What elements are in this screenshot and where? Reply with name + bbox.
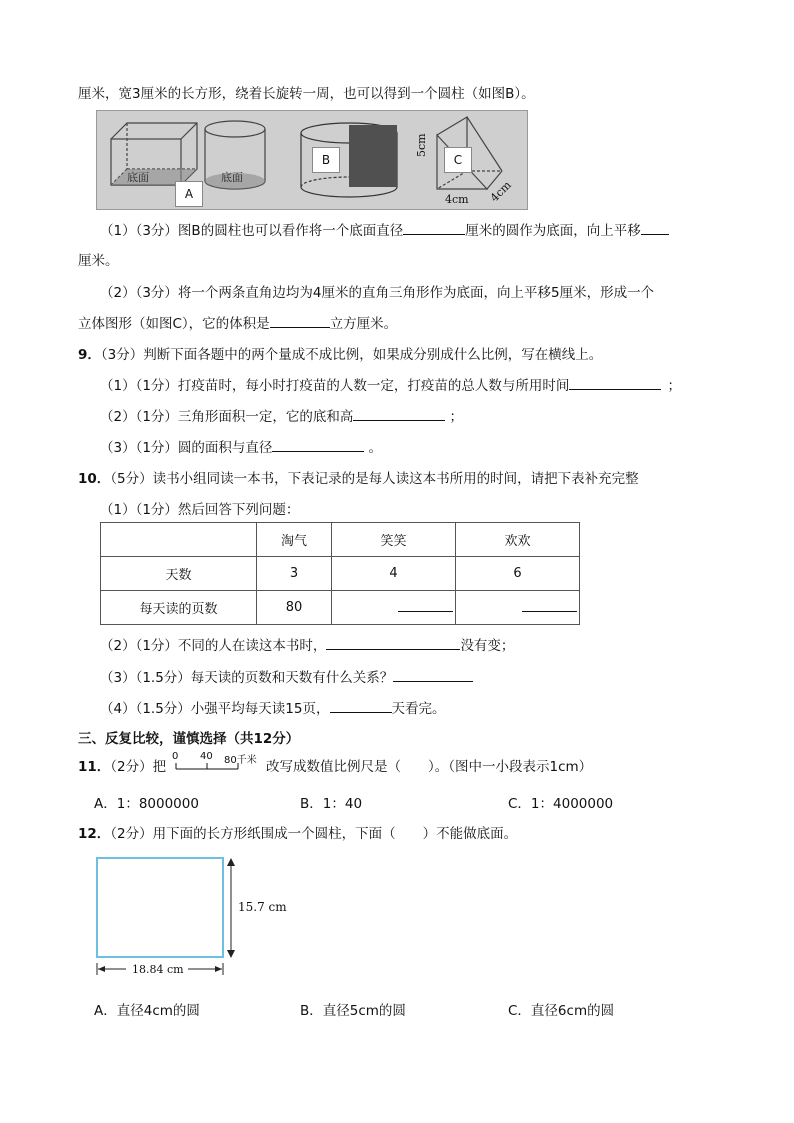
table-row: [101, 557, 580, 591]
q11-option-c[interactable]: C．1：4000000: [508, 796, 614, 812]
dim-5cm: 5cm: [415, 133, 428, 157]
scale-tick-0: 0: [172, 751, 179, 762]
height-dimension-arrow: [224, 858, 238, 958]
table-row-label: 天数: [101, 557, 257, 591]
label-c: C: [444, 147, 472, 173]
scale-tick-40: 40: [200, 751, 213, 762]
height-label: 15.7 cm: [238, 900, 287, 914]
q9-part3: （3）（1分）圆的面积与直径 。: [100, 436, 382, 456]
q11-stem: 11．（2分）把: [78, 759, 167, 775]
scale-tick-80: 80千米: [224, 755, 257, 766]
q12-option-a[interactable]: A．直径4cm的圆: [94, 1003, 200, 1019]
table-row-label: 每天读的页数: [101, 591, 257, 625]
answer-blank[interactable]: [393, 667, 473, 682]
table-header-cell: 笑笑: [332, 523, 456, 557]
q10-part2: （2）（1分）不同的人在读这本书时， 没有变；: [100, 634, 514, 654]
q11-option-b[interactable]: B．1：40: [300, 796, 363, 812]
table-blank-cell[interactable]: [332, 591, 456, 625]
label-a: A: [175, 181, 203, 207]
intro-text: 厘米，宽3厘米的长方形，绕着长旋转一周，也可以得到一个圆柱（如图B）。: [78, 86, 535, 102]
answer-blank[interactable]: [403, 220, 465, 235]
label-b: B: [312, 147, 340, 173]
dim-4cm-side: 4cm: [487, 178, 514, 205]
base-label-cylinder: 底面: [221, 171, 243, 184]
table-header-cell: 淘气: [257, 523, 332, 557]
reading-table: [100, 522, 580, 625]
section-title: 三、反复比较，谨慎选择（共12分）: [78, 731, 300, 747]
answer-blank[interactable]: [522, 599, 577, 612]
answer-blank[interactable]: [569, 375, 661, 390]
q10-part3: （3）（1.5分）每天读的页数和天数有什么关系？: [100, 666, 473, 686]
q10-stem: 10．（5分）读书小组同读一本书，下表记录的是每人读这本书所用的时间，请把下表补充完整: [78, 471, 639, 487]
q9-part1: （1）（1分）打疫苗时，每小时打疫苗的人数一定，打疫苗的总人数与所用时间 ；: [100, 374, 681, 394]
table-header-cell: [101, 523, 257, 557]
q11-stem-rest: 改写成数值比例尺是（ ）。（图中一小段表示1cm）: [266, 759, 593, 775]
table-row: [101, 591, 580, 625]
answer-blank[interactable]: [326, 635, 460, 650]
q12-option-b[interactable]: B．直径5cm的圆: [300, 1003, 406, 1019]
paper-rectangle: [96, 857, 224, 958]
q8-part1: （1）（3分）图B的圆柱也可以看作将一个底面直径 厘米的圆作为底面，向上平移: [100, 219, 669, 239]
answer-blank[interactable]: [641, 220, 669, 235]
dim-4cm-bottom: 4cm: [445, 193, 469, 206]
table-cell: 4: [332, 557, 456, 591]
q9-part2: （2）（1分）三角形面积一定，它的底和高 ；: [100, 405, 463, 425]
q10-part4: （4）（1.5分）小强平均每天读15页， 天看完。: [100, 697, 446, 717]
table-cell: 80: [257, 591, 332, 625]
answer-blank[interactable]: [398, 599, 453, 612]
q12-option-c[interactable]: C．直径6cm的圆: [508, 1003, 615, 1019]
q10-part1: （1）（1分）然后回答下列问题：: [100, 502, 300, 518]
q9-stem: 9．（3分）判断下面各题中的两个量成不成比例，如果成分别成什么比例，写在横线上。: [78, 347, 603, 363]
q8-part1-cont: 厘米。: [78, 253, 119, 269]
q12-stem: 12．（2分）用下面的长方形纸围成一个圆柱，下面（ ）不能做底面。: [78, 826, 518, 842]
q8-part2-cont: 立体图形（如图C），它的体积是 立方厘米。: [78, 312, 397, 332]
scale-bar: [168, 751, 268, 775]
base-label-a: 底面: [127, 171, 149, 184]
table-blank-cell[interactable]: [456, 591, 580, 625]
answer-blank[interactable]: [272, 437, 364, 452]
figure-solids: [96, 110, 528, 210]
table-header-cell: 欢欢: [456, 523, 580, 557]
width-label: 18.84 cm: [132, 963, 184, 976]
table-header-row: [101, 523, 580, 557]
answer-blank[interactable]: [270, 313, 330, 328]
table-cell: 3: [257, 557, 332, 591]
q11-option-a[interactable]: A．1：8000000: [94, 796, 199, 812]
table-cell: 6: [456, 557, 580, 591]
answer-blank[interactable]: [330, 698, 392, 713]
answer-blank[interactable]: [353, 406, 445, 421]
q8-part2: （2）（3分）将一个两条直角边均为4厘米的直角三角形作为底面，向上平移5厘米，形成一个: [100, 285, 655, 301]
